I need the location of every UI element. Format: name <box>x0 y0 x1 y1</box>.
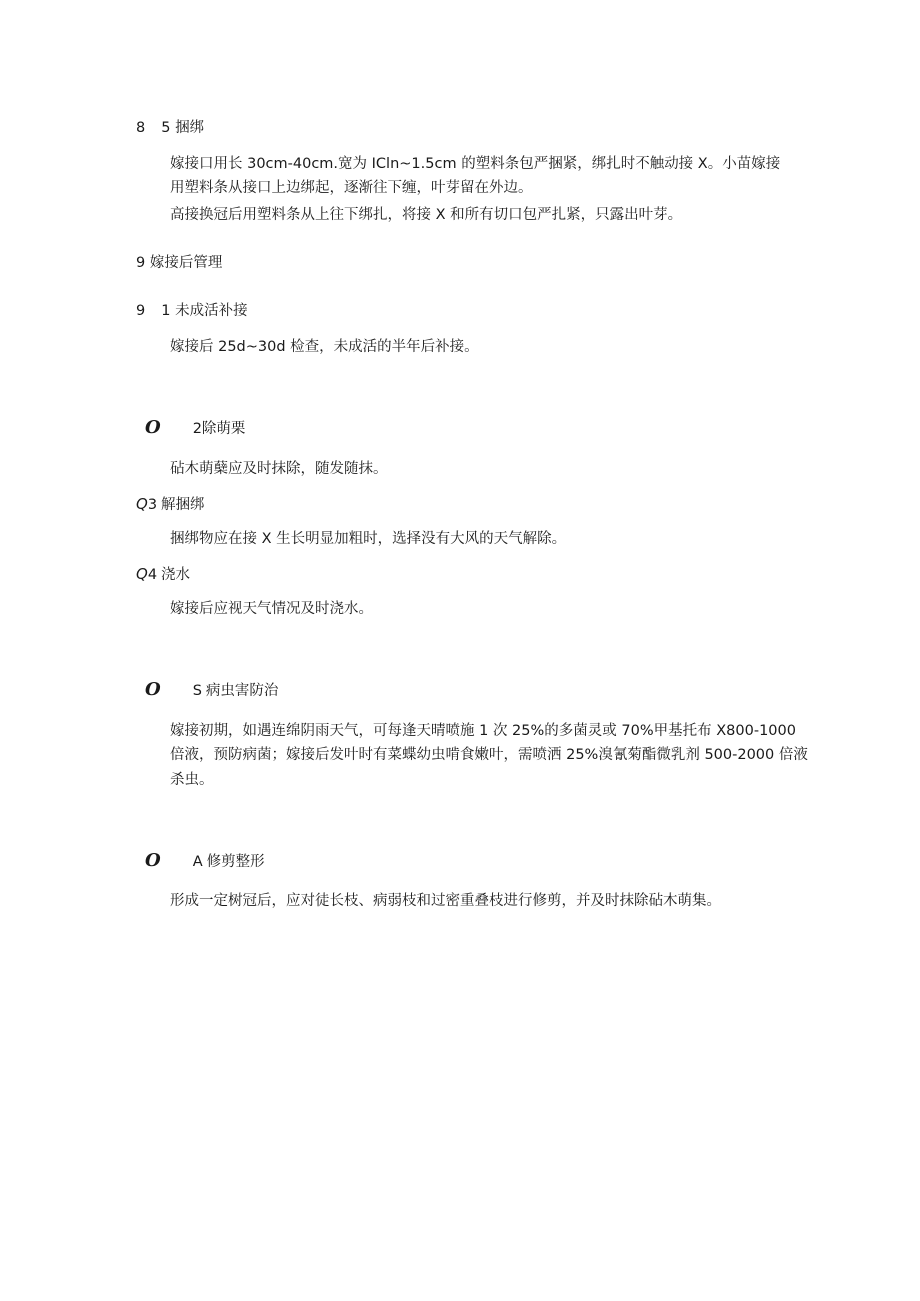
subsection-number: S <box>192 683 202 699</box>
section-9-5-heading <box>145 680 278 701</box>
section-marker: O <box>145 679 161 700</box>
section-title: 修剪整形 <box>206 854 265 870</box>
paragraph-line: 用塑料条从接口上边绑起，逐渐往下缠，叶芽留在外边。 <box>170 180 533 196</box>
section-title: 浇水 <box>161 567 191 583</box>
section-marker: Q <box>136 495 148 513</box>
section-9-heading: 9 嫁接后管理 <box>136 255 223 271</box>
section-9-4-heading <box>136 564 190 585</box>
paragraph-line: 嫁接后 25d~30d 检查，未成活的半年后补接。 <box>170 339 479 355</box>
paragraph-line: 砧木萌蘖应及时抹除，随发随抹。 <box>170 461 388 477</box>
section-number: 9 <box>136 303 146 319</box>
subsection-number: 2 <box>192 421 202 437</box>
section-9-6-heading <box>145 851 265 872</box>
subsection-number: 5 <box>161 120 171 136</box>
subsection-number: A <box>192 854 203 870</box>
section-marker: O <box>145 417 161 438</box>
paragraph-line: 高接换冠后用塑料条从上往下绑扎，将接 X 和所有切口包严扎紧，只露出叶芽。 <box>170 207 683 223</box>
section-title: 病虫害防治 <box>205 683 279 699</box>
subsection-number: 1 <box>161 303 171 319</box>
paragraph-line: 形成一定树冠后，应对徒长枝、病弱枝和过密重叠枝进行修剪，并及时抹除砧木萌集。 <box>170 893 721 909</box>
section-9-3-heading <box>136 494 205 515</box>
section-title: 捆绑 <box>175 120 205 136</box>
paragraph-line: 杀虫。 <box>170 772 214 788</box>
section-8-5-heading <box>136 118 204 138</box>
subsection-number: 4 <box>147 567 158 583</box>
section-9-1-heading <box>136 301 248 321</box>
section-number: 8 <box>136 120 146 136</box>
subsection-number: 3 <box>147 497 158 513</box>
section-9-2-heading <box>145 418 245 439</box>
section-title: 未成活补接 <box>175 303 248 319</box>
section-title: 解捆绑 <box>161 497 205 513</box>
section-marker: Q <box>136 565 148 583</box>
paragraph-line: 嫁接后应视天气情况及时浇水。 <box>170 601 373 617</box>
paragraph-line: 倍液，预防病菌；嫁接后发叶时有菜蝶幼虫啃食嫩叶，需喷洒 25%溴氰菊酯微乳剂 500-2000 倍液 <box>170 747 808 763</box>
paragraph-line: 嫁接口用长 30cm-40cm.宽为 ICln~1.5cm 的塑料条包严捆紧，绑扎时不触动接 X。小苗嫁接 <box>170 156 781 172</box>
section-title: 除萌栗 <box>201 421 246 437</box>
paragraph-line: 捆绑物应在接 X 生长明显加粗时，选择没有大风的天气解除。 <box>170 531 567 547</box>
paragraph-line: 嫁接初期，如遇连绵阴雨天气，可每逢天晴喷施 1 次 25%的多菌灵或 70%甲基托布 X800-1000 <box>170 723 796 739</box>
section-marker: O <box>145 850 161 871</box>
